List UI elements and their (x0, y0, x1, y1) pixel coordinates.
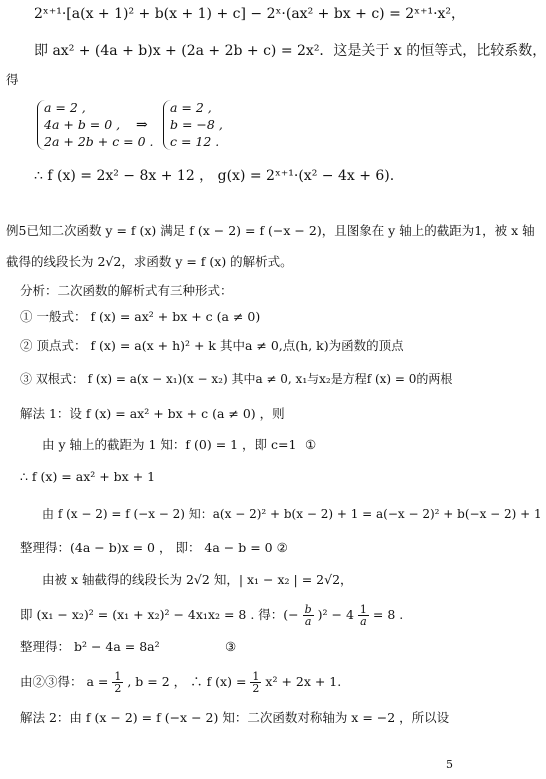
vieta-right: = 8 . (372, 607, 404, 622)
analysis-heading: 分析：二次函数的解析式有三种形式： (20, 283, 233, 298)
system-2-row-3: c = 12 . (170, 134, 220, 149)
system-1-row-2: 4a + b = 0 , (44, 117, 121, 132)
function-with-c: ∴ f (x) = ax² + bx + 1 (20, 469, 156, 484)
equation-line-2: 即 ax² + (4a + b)x + (2a + 2b + c) = 2x²．这是关于 x 的恒等式，比较系数， (34, 43, 546, 59)
fraction-1-over-2: $\frac{1}{2}$ (114, 670, 122, 695)
example-5-statement: 例5已知二次函数 y = f (x) 满足 f (x − 2) = f (−x − 2)，且图象在 y 轴上的截距为1，被 x 轴 (6, 223, 535, 238)
implies-arrow: ⇒ (136, 117, 148, 133)
solution-values (20, 671, 341, 694)
example-5-statement-cont: 截得的线段长为 2√2，求函数 y = f (x) 的解析式。 (6, 254, 293, 269)
marker-3: ③ (225, 639, 237, 654)
system-1-row-3: 2a + 2b + c = 0 . (44, 134, 154, 149)
vieta-mid: )² − 4 (317, 607, 354, 622)
system-2-row-1: a = 2 , (170, 100, 212, 115)
equation-line-1: 2ˣ⁺¹·[a(x + 1)² + b(x + 1) + c] − 2ˣ·(ax² + bx + c) = 2ˣ⁺¹·x²， (34, 6, 466, 22)
page-number: 5 (446, 758, 453, 771)
marker-1: ① (305, 437, 317, 452)
fraction-1-over-2-b: $\frac{1}{2}$ (252, 670, 260, 695)
segment-length-condition: 由被 x 轴截得的线段长为 2√2 知，| x₁ − x₂ | = 2√2， (42, 572, 353, 587)
equation-result: ∴ f (x) = 2x² − 8x + 12 ， g(x) = 2ˣ⁺¹·(x² − 4x + 6). (34, 168, 395, 184)
solution-2-intro: 解法 2：由 f (x − 2) = f (−x − 2) 知：二次函数对称轴为 x = −2 ，所以设 (20, 710, 450, 725)
text-de: 得 (6, 72, 19, 87)
solution-1-intro: 解法 1：设 f (x) = ax² + bx + c (a ≠ 0) ，则 (20, 406, 285, 421)
form-general: ① 一般式： f (x) = ax² + bx + c (a ≠ 0) (20, 309, 261, 324)
symmetry-condition: 由 f (x − 2) = f (−x − 2) 知：a(x − 2)² + b(x − 2) + 1 = a(−x − 2)² + b(−x − 2) + 1 (42, 507, 542, 521)
vieta-left: 即 (x₁ − x₂)² = (x₁ + x₂)² − 4x₁x₂ = 8 . 得：(− (20, 607, 299, 622)
fraction-b-over-a: $\frac{b}{a}$ (304, 603, 312, 628)
intercept-condition: 由 y 轴上的截距为 1 知：f (0) = 1 ，即 c=1 (42, 437, 297, 452)
vieta-equation (20, 604, 403, 627)
simplified-relation: 整理得： b² − 4a = 8a² (20, 639, 160, 654)
equation-system-2 (163, 100, 234, 150)
system-1-row-1: a = 2 , (44, 100, 86, 115)
form-two-roots: ③ 双根式： f (x) = a(x − x₁)(x − x₂) 其中a ≠ 0, x₁与x₂是方程f (x) = 0的两根 (20, 372, 453, 386)
fraction-1-over-a: $\frac{1}{a}$ (359, 603, 367, 628)
form-vertex: ② 顶点式： f (x) = a(x + h)² + k 其中a ≠ 0,点(h, k)为函数的顶点 (20, 338, 404, 353)
solution-values-mid: , b = 2 ， ∴ f (x) = (127, 674, 247, 689)
equation-system-1 (37, 100, 154, 150)
solution-values-left: 由②③得： a = (20, 674, 109, 689)
simplified-condition: 整理得：(4a − b)x = 0 ， 即： 4a − b = 0 ② (20, 540, 288, 555)
solution-values-right: x² + 2x + 1. (265, 674, 342, 689)
system-2-row-2: b = −8 , (170, 117, 223, 132)
